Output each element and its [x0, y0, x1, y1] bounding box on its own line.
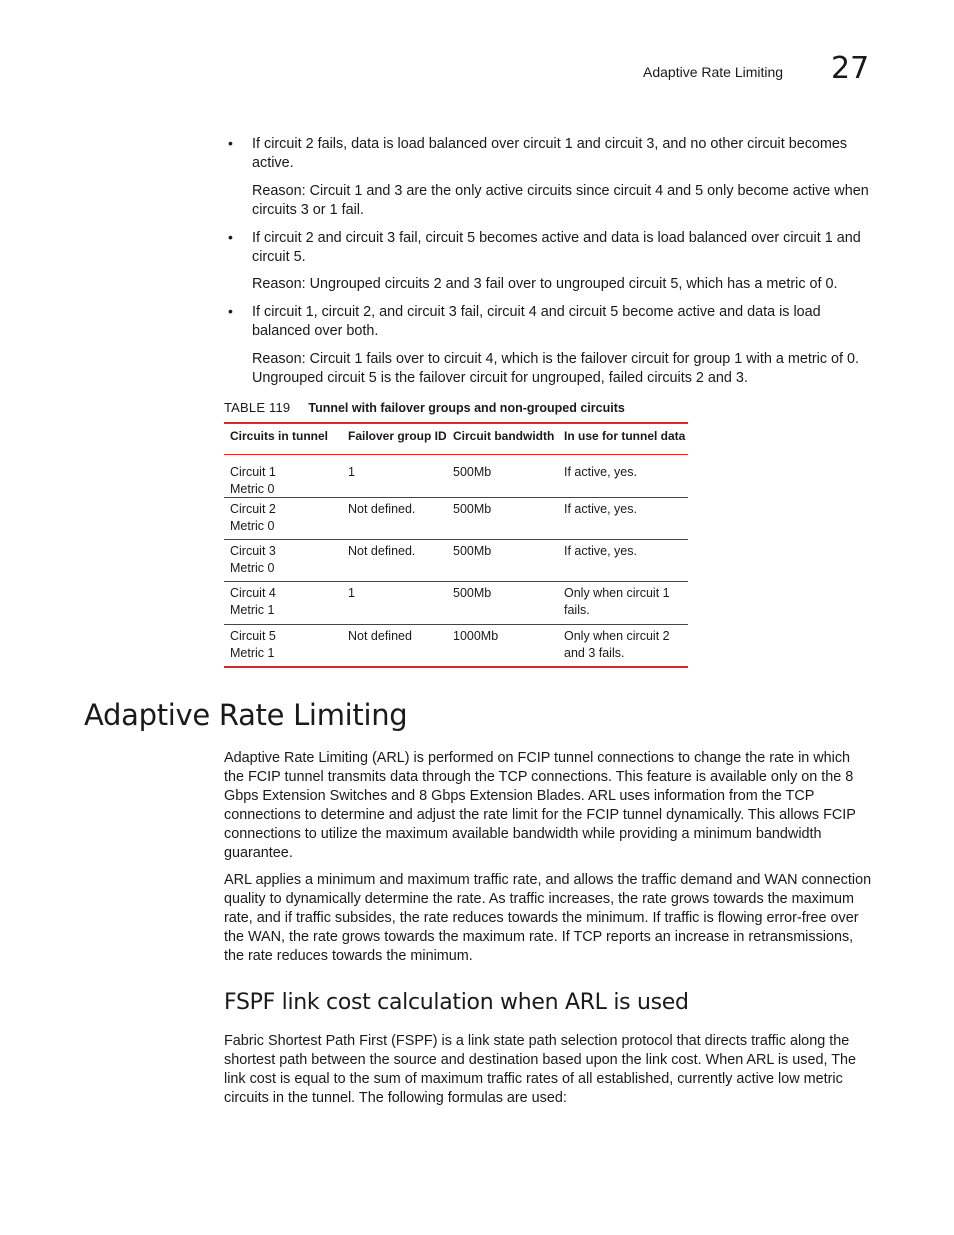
table-title: Tunnel with failover groups and non-grouped circuits: [308, 401, 625, 415]
bullet-reason: Reason: Ungrouped circuits 2 and 3 fail over to ungrouped circuit 5, which has a metric of 0.: [252, 276, 838, 292]
circuit-name: Circuit 2: [230, 502, 276, 516]
table-row: [224, 455, 688, 498]
circuit-cell: [224, 498, 342, 539]
usage-cell: Only when circuit 2 and 3 fails.: [564, 629, 670, 660]
table-row: [224, 582, 688, 625]
table-row: [224, 498, 688, 540]
group-cell: 1: [348, 586, 355, 600]
circuit-cell: [224, 540, 342, 581]
bullet-text: If circuit 2 and circuit 3 fail, circuit 5 becomes active and data is load balanced over circuit 1 and circuit 5.: [252, 230, 861, 265]
group-cell: 1: [348, 465, 355, 479]
circuit-name: Circuit 1: [230, 465, 276, 479]
circuit-cell: [224, 625, 342, 666]
usage-cell: If active, yes.: [564, 502, 637, 516]
chapter-number: 27: [831, 51, 870, 86]
bullet-marker: •: [228, 135, 233, 151]
table-row: [224, 540, 688, 582]
circuit-metric: Metric 1: [230, 646, 275, 660]
bullet-text: If circuit 1, circuit 2, and circuit 3 fail, circuit 4 and circuit 5 become active and data is load balanced over both.: [252, 304, 821, 339]
circuit-cell: [224, 455, 342, 497]
running-header-title: Adaptive Rate Limiting: [643, 64, 784, 80]
failover-table: [224, 422, 688, 668]
group-cell: Not defined: [348, 629, 412, 643]
bandwidth-cell: 500Mb: [453, 586, 492, 600]
bullet-reason: Reason: Circuit 1 fails over to circuit 4, which is the failover circuit for group 1 with a metric of 0. Ungrouped circuit 5 is the failover circuit for ungrouped, failed circuits 2 and 3.: [252, 351, 860, 386]
usage-cell: Only when circuit 1 fails.: [564, 586, 670, 617]
bullet-marker: •: [228, 229, 233, 245]
group-cell: Not defined.: [348, 544, 416, 558]
bandwidth-cell: 1000Mb: [453, 629, 499, 643]
bandwidth-cell: 500Mb: [453, 465, 492, 479]
column-header: Failover group ID: [348, 429, 447, 443]
table-label: TABLE 119: [224, 400, 291, 415]
circuit-name: Circuit 4: [230, 586, 276, 600]
column-header: Circuit bandwidth: [453, 429, 555, 443]
column-header: In use for tunnel data: [564, 429, 686, 443]
circuit-name: Circuit 5: [230, 629, 276, 643]
table-row: [224, 625, 688, 666]
circuit-name: Circuit 3: [230, 544, 276, 558]
column-header: Circuits in tunnel: [230, 429, 329, 443]
bullet-marker: •: [228, 303, 233, 319]
usage-cell: If active, yes.: [564, 465, 637, 479]
circuit-metric: Metric 1: [230, 603, 275, 617]
body-paragraph: ARL applies a minimum and maximum traffic rate, and allows the traffic demand and WAN connection quality to dynamically determine the rate. As traffic increases, the rate grows towards the maximum rate, and if traffic subsides, the rate reduces towards the minimum. If traffic is flowing error-free over the WAN, the rate grows towards the maximum rate. If TCP reports an increase in retransmissions, the rate reduces towards the minimum.: [224, 872, 872, 964]
circuit-metric: Metric 0: [230, 519, 275, 533]
circuit-metric: Metric 0: [230, 482, 275, 496]
bullet-text: If circuit 2 fails, data is load balanced over circuit 1 and circuit 3, and no other circuit becomes active.: [252, 136, 848, 171]
circuit-cell: [224, 582, 342, 624]
bullet-reason: Reason: Circuit 1 and 3 are the only active circuits since circuit 4 and 5 only become active when circuits 3 or 1 fail.: [252, 183, 869, 218]
table-header-row: [224, 424, 688, 455]
body-paragraph: Fabric Shortest Path First (FSPF) is a link state path selection protocol that directs traffic along the shortest path between the source and destination based upon the link cost. When ARL is used, The link cost is equal to the sum of maximum traffic rates of all established, currently active low metric circuits in the tunnel. The following formulas are used:: [224, 1033, 856, 1106]
group-cell: Not defined.: [348, 502, 416, 516]
bandwidth-cell: 500Mb: [453, 544, 492, 558]
body-paragraph: Adaptive Rate Limiting (ARL) is performed on FCIP tunnel connections to change the rate in which the FCIP tunnel transmits data through the TCP connections. This feature is available only on the 8 Gbps Extension Switches and 8 Gbps Extension Blades. ARL uses information from the TCP connections to determine and adjust the rate limit for the FCIP tunnel dynamically. This allows FCIP connections to utilize the maximum available bandwidth while providing a minimum bandwidth guarantee.: [224, 750, 856, 861]
circuit-metric: Metric 0: [230, 561, 275, 575]
bandwidth-cell: 500Mb: [453, 502, 492, 516]
table-caption: [224, 400, 625, 415]
section-heading: Adaptive Rate Limiting: [84, 698, 408, 732]
subsection-heading: FSPF link cost calculation when ARL is used: [224, 990, 689, 1015]
usage-cell: If active, yes.: [564, 544, 637, 558]
